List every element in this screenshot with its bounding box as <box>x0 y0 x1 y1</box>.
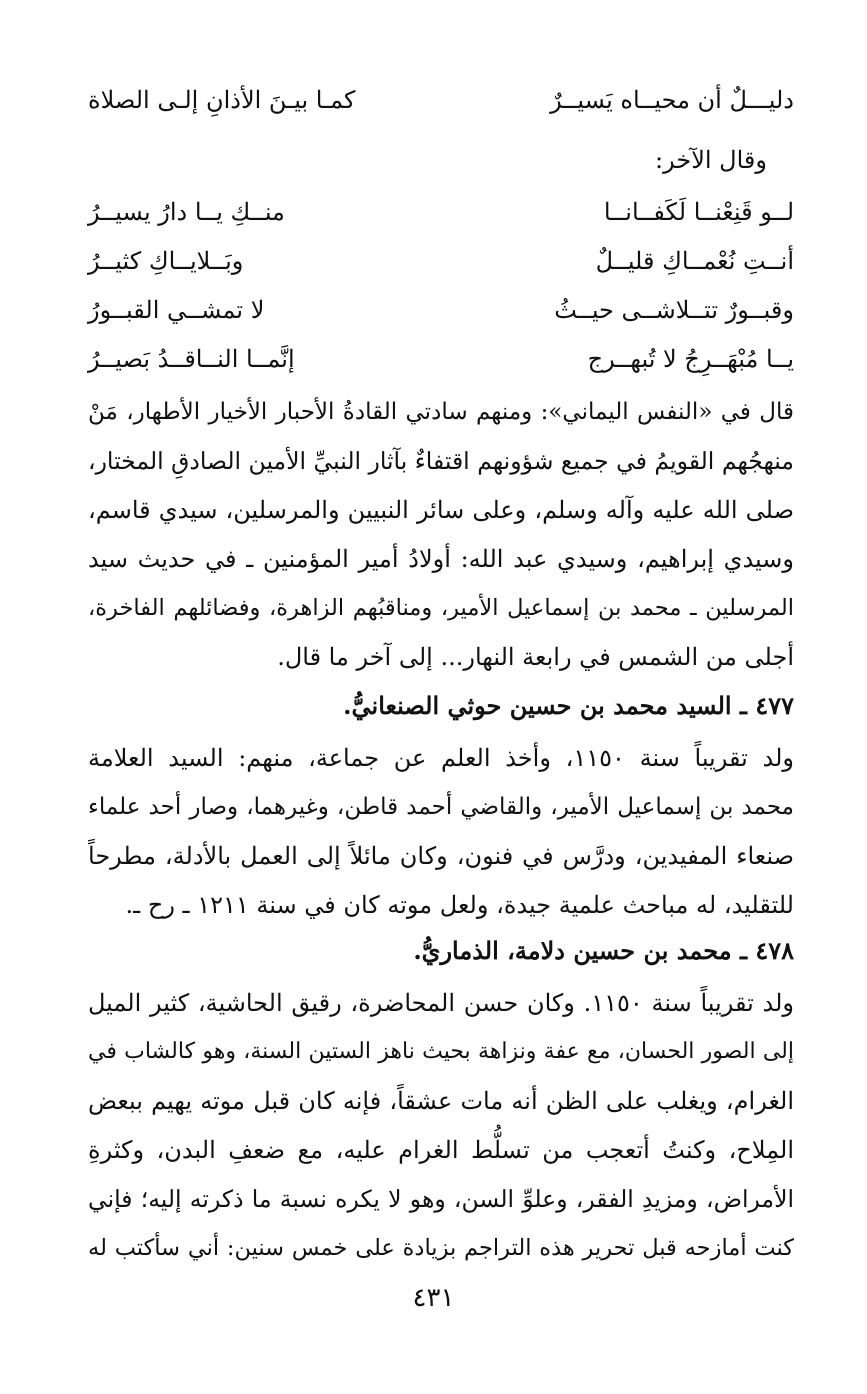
poem-verse <box>88 336 794 382</box>
paragraph-line: للتقليد، له مباحث علمية جيدة، ولعل موته كان في سنة ١٢١١ ـ رح ـ. <box>125 891 794 919</box>
paragraph-line: قال في «النفس اليماني»: ومنهم سادتي القادةُ الأحبار الأخيار الأطهار، مَنْ <box>88 399 794 425</box>
paragraph-line: منهجُهم القويمُ في جميع شؤونهم اقتفاءٌ بآثار النبيِّ الأمين الصادقِ المختار، <box>88 447 794 475</box>
verse-first-hemistich: أنــتِ نُعْمــاكِ قليــلٌ <box>595 247 794 275</box>
verse-first-hemistich: لــو قَنِعْنــا لَكَفــانــا <box>603 198 794 226</box>
paragraph-line: المرسلين ـ محمد بن إسماعيل الأمير، ومناقبُهم الزاهرة، وفضائلهم الفاخرة، <box>88 595 794 621</box>
poem-verse <box>88 189 794 235</box>
verse-second-hemistich: وبَــلايــاكِ كثيــرُ <box>88 247 244 275</box>
paragraph-line: الأمراض، ومزيدِ الفقر، وعلوِّ السن، وهو لا يكره نسبة ما ذكرته إليه؛ فإني <box>88 1185 794 1213</box>
paragraph-line: صلى الله عليه وآله وسلم، وعلى سائر النبيين والمرسلين، سيدي قاسم، <box>88 496 794 524</box>
verse-second-hemistich: إنَّمــا النــاقــدُ بَصيــرُ <box>88 345 295 373</box>
poem-intro: وقال الآخر: <box>655 146 767 174</box>
verse-first-hemistich: يــا مُبْهَــرِجُ لا تُبهــرج <box>587 345 794 373</box>
paragraph-line: محمد بن إسماعيل الأمير، والقاضي أحمد قاطن، وغيرهما، وصار أحد علماء <box>88 794 794 820</box>
paragraph-line: كنت أمازحه قبل تحرير هذه التراجم بزيادة على خمس سنين: أني سأكتب له <box>88 1235 794 1261</box>
paragraph-line: إلى الصور الحسان، مع عفة ونزاهة بحيث ناهز الستين السنة، وهو كالشاب في <box>88 1039 794 1064</box>
paragraph-line: ولد تقريباً سنة ١١٥٠، وأخذ العلم عن جماعة، منهم: السيد العلامة <box>88 744 794 772</box>
page-number: ٤٣١ <box>412 1283 455 1313</box>
poem-verse <box>88 287 794 333</box>
entry-heading-477: ٤٧٧ ـ السيد محمد بن حسين حوثي الصنعانيُّ. <box>343 691 794 720</box>
verse-first-hemistich: دليـــلٌ أن محيــاه يَسيــرٌ <box>550 86 794 114</box>
poem-verse <box>88 238 794 284</box>
paragraph-line: الغرام، ويغلب على الظن أنه مات عشقاً، فإنه كان قبل موته يهيم ببعض <box>88 1087 794 1115</box>
verse-first-hemistich: وقبــورٌ تتــلاشــى حيــثُ <box>554 296 794 324</box>
verse-second-hemistich: كمـا بيـنَ الأذانِ إلـى الصلاة <box>88 86 356 114</box>
entry-heading-478: ٤٧٨ ـ محمد بن حسين دلامة، الذماريُّ. <box>413 936 794 965</box>
paragraph-line: ولد تقريباً سنة ١١٥٠. وكان حسن المحاضرة، رقيق الحاشية، كثير الميل <box>88 989 794 1017</box>
verse-second-hemistich: لا تمشــي القبــورُ <box>88 296 265 324</box>
verse-second-hemistich: منــكِ يــا دارُ يسيــرُ <box>88 198 285 226</box>
paragraph-line: وسيدي إبراهيم، وسيدي عبد الله: أولادُ أمير المؤمنين ـ في حديث سيد <box>88 545 794 573</box>
paragraph-line: أجلى من الشمس في رابعة النهار... إلى آخر ما قال. <box>277 643 794 671</box>
verse-row <box>88 77 794 123</box>
paragraph-line: صنعاء المفيدين، ودرَّس في فنون، وكان مائلاً إلى العمل بالأدلة، مطرحاً <box>88 842 794 870</box>
paragraph-line: المِلاح، وكنتُ أتعجب من تسلُّط الغرام عليه، مع ضعفِ البدن، وكثرةِ <box>88 1136 794 1164</box>
